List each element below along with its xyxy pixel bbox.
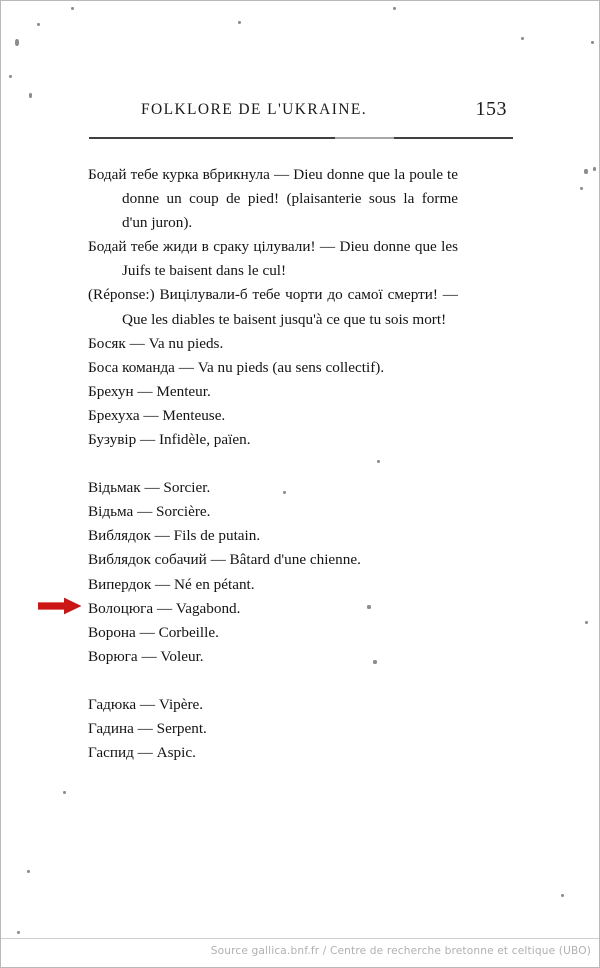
scan-speck [367, 605, 371, 609]
block-gap [88, 669, 458, 693]
scan-speck [591, 41, 594, 44]
dictionary-entry [88, 428, 458, 452]
entry-headword: Волоцюга [88, 599, 154, 617]
entry-gloss: смерти! — Que les diables te baisent jusqu'à ce que tu sois mort! [122, 286, 458, 328]
entry-gloss: — Dieu donne que les Juifs te baisent dans le cul! [122, 238, 459, 280]
entry-headword: Гаспид [88, 744, 134, 762]
entry-gloss: — Menteuse. [139, 406, 226, 424]
dictionary-entry [88, 404, 458, 428]
entry-headword: Бодай тебе курка вбрикнула [88, 166, 270, 183]
scan-speck [585, 621, 588, 624]
entry-gloss: — Aspic. [133, 744, 196, 762]
entry-headword: Відьмак [88, 479, 141, 497]
entry-gloss: — Corbeille. [135, 623, 219, 641]
entry-gloss: — Infidèle, païen. [136, 431, 251, 449]
entry-gloss: — Va nu pieds (au sens collectif). [174, 358, 385, 376]
dictionary-entry [88, 741, 458, 765]
header-divider [89, 137, 513, 139]
dictionary-entry [88, 235, 458, 283]
entry-gloss: — Voleur. [137, 647, 204, 665]
dictionary-entry [88, 693, 458, 717]
scan-speck [15, 39, 19, 46]
entry-headword: Бузувір [88, 431, 137, 449]
dictionary-entry [88, 332, 458, 356]
entry-headword: Ворюга [88, 647, 138, 665]
scan-speck [373, 660, 377, 664]
entry-headword: Ворона [88, 623, 136, 641]
scan-speck [9, 75, 12, 78]
dictionary-entry [88, 717, 458, 741]
dictionary-entry [88, 597, 458, 621]
entry-headword: Випердок [88, 575, 152, 593]
entry-gloss: — Fils de putain. [150, 527, 261, 545]
dictionary-entry [88, 621, 458, 645]
source-attribution: Source gallica.bnf.fr / Centre de recherche bretonne et celtique (UBO) [210, 945, 591, 957]
scan-speck [27, 870, 30, 873]
entry-gloss: — Va nu pieds. [125, 334, 224, 352]
scan-speck [580, 187, 583, 190]
entry-headword: Гадина [88, 719, 134, 737]
block-gap [88, 452, 458, 476]
entry-gloss: — Vagabond. [153, 599, 241, 617]
scan-speck [63, 791, 66, 794]
dictionary-entry [88, 524, 458, 548]
dictionary-entry [88, 573, 458, 597]
entry-gloss: — Vipère. [136, 695, 204, 713]
scan-speck [584, 169, 588, 174]
scan-speck [521, 37, 524, 40]
scan-speck [283, 491, 286, 494]
dictionary-entry [88, 548, 458, 572]
scan-speck [393, 7, 396, 10]
dictionary-entry [88, 356, 458, 380]
entry-headword: Брехун [88, 382, 134, 400]
page-number: 153 [475, 98, 507, 120]
running-head [89, 98, 513, 125]
text-column [88, 163, 458, 765]
entry-headword: Гадюка [88, 695, 137, 713]
scan-speck [17, 931, 20, 934]
entry-gloss: — Dieu donne que la poule te donne un coup de pied! (plaisanterie sous la forme d'un juron). [122, 166, 459, 232]
dictionary-entry [88, 163, 458, 235]
entry-gloss: — Né en pétant. [151, 575, 255, 593]
scan-speck [71, 7, 74, 10]
page-title: FOLKLORE DE L'UKRAINE. [140, 101, 368, 118]
entry-gloss: — Serpent. [133, 719, 207, 737]
entry-gloss: — Bâtard d'une chienne. [206, 551, 361, 569]
entry-headword: Брехуха [88, 406, 140, 424]
entry-headword: Виблядок собачий [88, 551, 207, 569]
entry-headword: Виблядок [88, 527, 151, 545]
entry-gloss: — Sorcier. [140, 479, 211, 497]
dictionary-entry [88, 476, 458, 500]
scan-speck [561, 894, 564, 897]
dictionary-entry [88, 500, 458, 524]
entry-headword: Босяк [88, 334, 126, 352]
scan-speck [593, 167, 596, 171]
scan-speck [238, 21, 241, 24]
dictionary-entry [88, 645, 458, 669]
source-bar [1, 938, 599, 967]
scan-speck [37, 23, 40, 26]
dictionary-entry [88, 380, 458, 404]
scan-speck [377, 460, 380, 463]
red-arrow-annotation-icon [38, 597, 82, 615]
entry-headword: Бодай тебе жиди в сраку цілували! [88, 238, 316, 256]
entry-gloss: — Menteur. [133, 382, 211, 400]
entry-gloss: — Sorcière. [133, 503, 211, 521]
entry-headword: Відьма [88, 503, 134, 521]
entry-headword: Боса команда [88, 358, 175, 376]
scan-speck [29, 93, 32, 98]
entry-headword: (Réponse:) Вицілували-б тебе чорти до самої [88, 286, 383, 304]
dictionary-entry [88, 283, 458, 331]
